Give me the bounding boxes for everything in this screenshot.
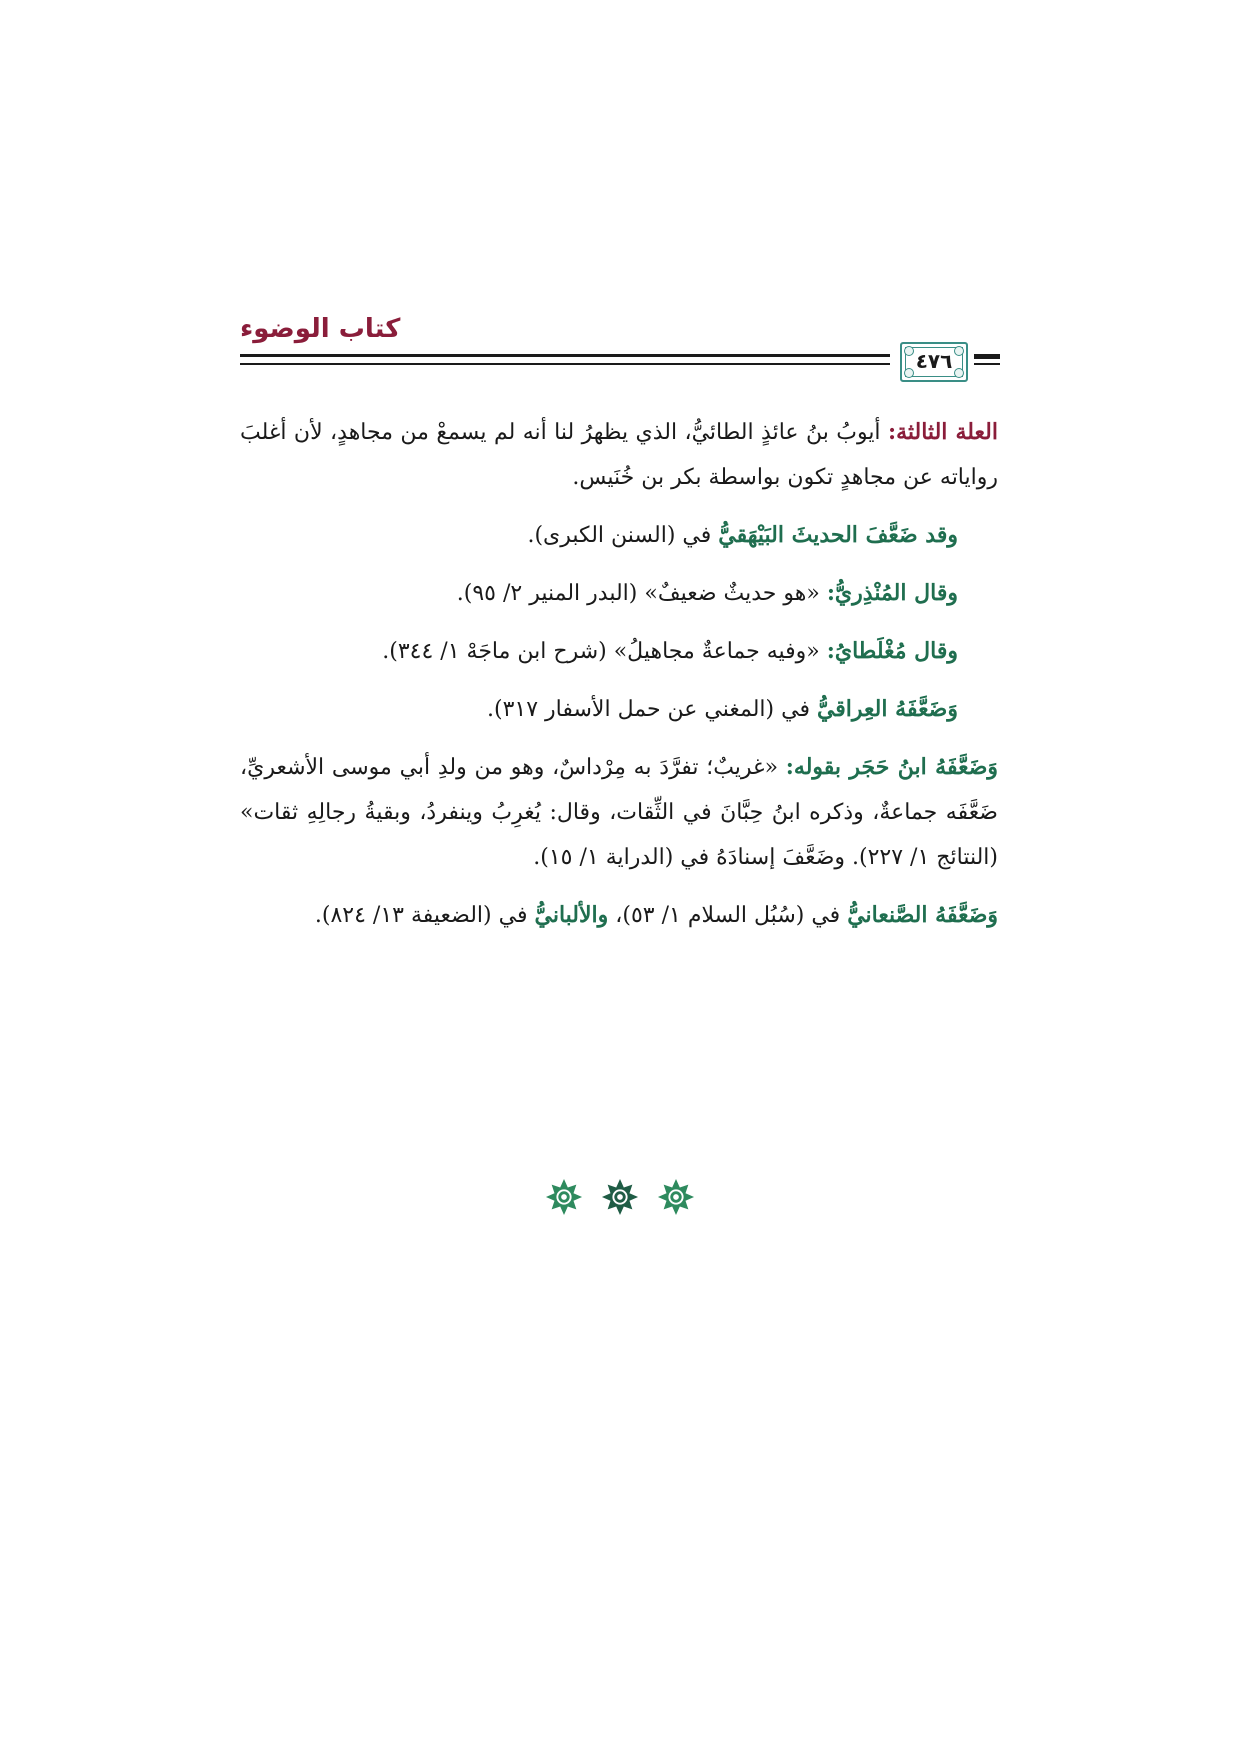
paragraph-ibn-hajar bbox=[240, 745, 998, 880]
flower-ornament-icon bbox=[657, 1178, 695, 1216]
paragraph-bayhaqi bbox=[240, 513, 998, 558]
header-rule-bottom bbox=[240, 363, 1000, 365]
paragraph-sanani-albani bbox=[240, 893, 998, 938]
flower-ornament-icon bbox=[601, 1178, 639, 1216]
paragraph-label-secondary: والألبانيُّ bbox=[534, 902, 609, 928]
paragraph-text: في (سُبُل السلام ١/ ٥٣)، bbox=[608, 903, 848, 928]
flower-ornament-icon bbox=[545, 1178, 583, 1216]
paragraph-label: وَضَعَّفَهُ ابنُ حَجَر بقوله: bbox=[785, 754, 998, 780]
paragraph-text: أيوبُ بنُ عائذٍ الطائيُّ، الذي يظهرُ لنا أنه لم يسمعْ من مجاهدٍ، لأن أغلبَ رواياته عن مجاهدٍ تكون بواسطة بكر بن خُنَيس. bbox=[240, 420, 998, 490]
paragraph-label: وقد ضَعَّفَ الحديثَ البَيْهَقيُّ bbox=[718, 522, 958, 548]
paragraph-text: «وفيه جماعةٌ مجاهيلُ» (شرح ابن ماجَهْ ١/ ٣٤٤). bbox=[382, 639, 827, 664]
section-divider-ornaments bbox=[0, 1178, 1240, 1218]
paragraph-text: في (المغني عن حمل الأسفار ٣١٧). bbox=[487, 697, 817, 722]
paragraph-text: في (السنن الكبرى). bbox=[527, 523, 719, 548]
paragraph-mundhiri bbox=[240, 571, 998, 616]
paragraph-text: «هو حديثٌ ضعيفٌ» (البدر المنير ٢/ ٩٥). bbox=[456, 581, 827, 606]
paragraph-text-secondary: في (الضعيفة ١٣/ ٨٢٤). bbox=[314, 903, 535, 928]
page-content bbox=[240, 410, 998, 951]
paragraph-label: وَضَعَّفَهُ الصَّنعانيُّ bbox=[847, 902, 998, 928]
book-title: كتاب الوضوء bbox=[240, 314, 401, 344]
paragraph-label: وَضَعَّفَهُ العِراقيُّ bbox=[816, 696, 958, 722]
paragraph-iraqi bbox=[240, 687, 998, 732]
page-number: ٤٧٦ bbox=[915, 349, 953, 373]
paragraph-text: «غريبٌ؛ تفرَّدَ به مِرْداسٌ، وهو من ولدِ أبي موسى الأشعريِّ، ضَعَّفَه جماعةٌ، وذكره ابنُ حِبَّانَ في الثِّقات، وقال: يُغرِبُ وينفردُ، وبقيةُ رجالِهِ ثقات» (النتائج ١/ ٢٢٧). وضَعَّفَ إسنادَهُ في (الدراية ١/ ١٥). bbox=[240, 755, 998, 870]
paragraph-label: وقال مُغْلَطايُ: bbox=[826, 638, 958, 664]
paragraph-third-defect bbox=[240, 410, 998, 500]
paragraph-mughaltay bbox=[240, 629, 998, 674]
paragraph-label: وقال المُنْذِريُّ: bbox=[826, 580, 958, 606]
paragraph-label: العلة الثالثة: bbox=[887, 419, 998, 445]
header-rule-top bbox=[240, 354, 1000, 357]
page-number-frame bbox=[900, 342, 968, 382]
page-header bbox=[240, 312, 998, 392]
